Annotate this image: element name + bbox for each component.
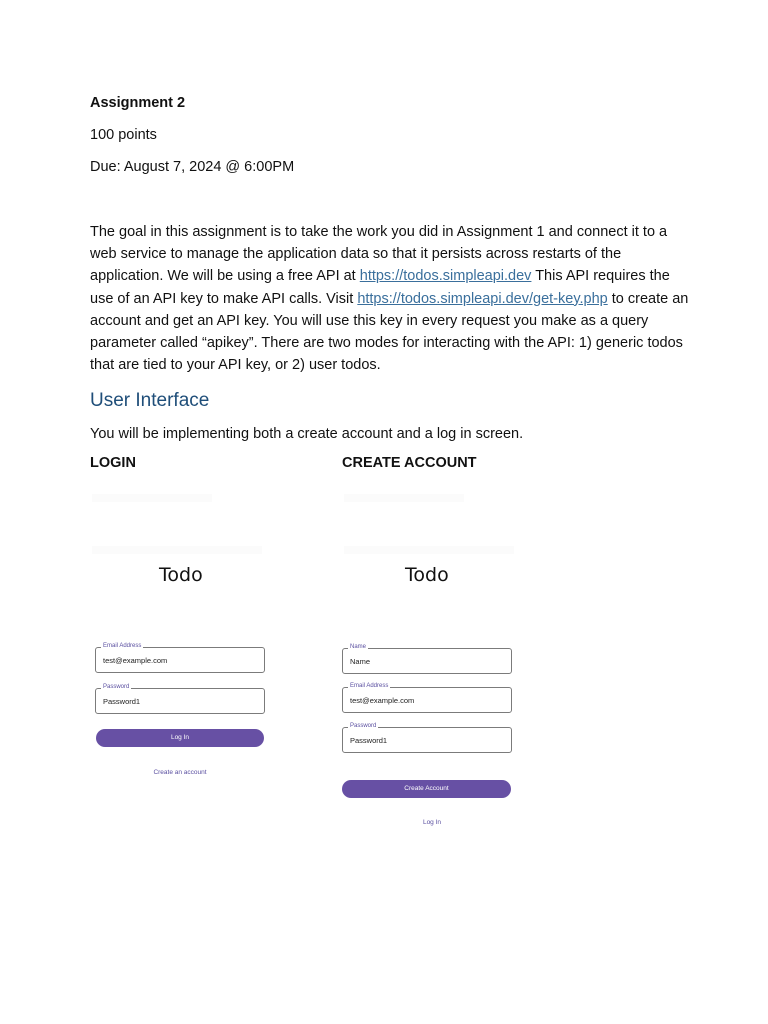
password-field-value: Password1	[350, 736, 388, 745]
login-column-label: LOGIN	[90, 455, 136, 471]
document-body	[90, 92, 690, 445]
intro-text-2: This API requires the use of an API key to make API calls. Visit	[90, 268, 670, 307]
faint-artifact	[344, 494, 464, 502]
faint-artifact	[92, 494, 212, 502]
points: 100 points	[90, 127, 157, 143]
intro-text-3: to create an account and get an API key. You will use this key in every request you make as a query parameter called “apikey”. There are two modes for interacting with the API: 1) generic todos that are tied to your API key, or 2) user todos.	[90, 290, 689, 374]
create-account-app-title: Todo	[405, 564, 449, 586]
create-account-button[interactable]: Create Account	[342, 780, 511, 798]
email-field-label: Email Address	[350, 683, 389, 689]
email-field-value: test@example.com	[350, 696, 415, 705]
name-field-value: Name	[350, 657, 371, 666]
assignment-title: Assignment 2	[90, 95, 186, 111]
email-field-value: test@example.com	[103, 656, 168, 665]
intro-text-1: The goal in this assignment is to take the work you did in Assignment 1 and connect it to a web service to manage the application data so that it persists across restarts of the application. We will be using a free API at	[90, 224, 668, 285]
name-field[interactable]	[342, 644, 512, 674]
name-field-label: Name	[350, 644, 367, 650]
api-link[interactable]: https://todos.simpleapi.dev	[359, 268, 532, 285]
login-app-title: Todo	[159, 564, 203, 586]
intro-paragraph	[90, 221, 690, 376]
password-field[interactable]	[95, 684, 265, 714]
email-field[interactable]	[95, 643, 265, 673]
password-field-label: Password	[350, 723, 377, 729]
faint-artifact	[344, 546, 514, 554]
create-account-column-label: CREATE ACCOUNT	[342, 455, 477, 471]
faint-artifact	[92, 546, 262, 554]
section-text: You will be implementing both a create account and a log in screen.	[90, 426, 524, 443]
get-key-link[interactable]: https://todos.simpleapi.dev/get-key.php	[357, 290, 608, 307]
email-field[interactable]	[342, 683, 512, 713]
login-screen-mockup	[90, 486, 270, 866]
password-field-value: Password1	[103, 697, 141, 706]
due-date: Due: August 7, 2024 @ 6:00PM	[90, 159, 295, 175]
create-account-screen-mockup	[342, 486, 522, 886]
password-field[interactable]	[342, 723, 512, 753]
section-heading: User Interface	[90, 390, 210, 412]
login-link[interactable]: Log In	[422, 819, 442, 826]
email-field-label: Email Address	[103, 643, 142, 649]
create-account-link[interactable]: Create an account	[153, 769, 207, 776]
login-button[interactable]: Log In	[96, 729, 264, 747]
password-field-label: Password	[103, 684, 130, 690]
